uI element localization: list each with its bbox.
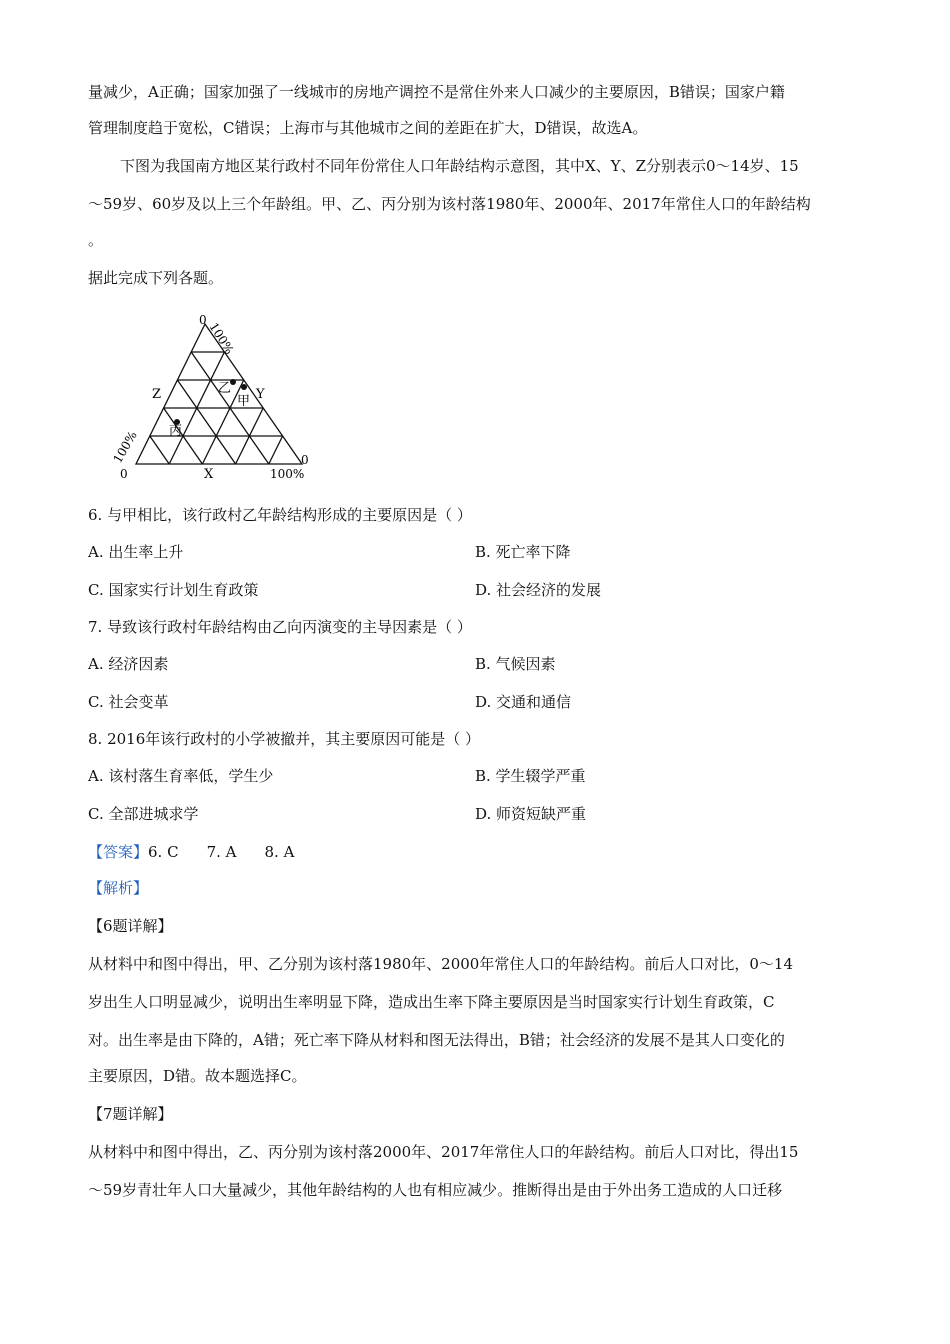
question-7-option-a: A. 经济因素 [88,655,169,673]
question-8-option-c: C. 全部进城求学 [88,805,199,823]
instruction-line: 据此完成下列各题。 [88,269,224,287]
top-hundred-label: 100% [206,320,237,357]
point-jia-label: 甲 [237,394,251,409]
ternary-diagram [100,312,320,488]
question-6-option-a: A. 出生率上升 [88,543,184,561]
axis-z-label: Z [152,387,162,402]
question-6-option-c: C. 国家实行计划生育政策 [88,581,259,599]
intro-line: 。 [88,231,104,249]
top-zero-label: 0 [199,313,207,327]
q6-detail-tag: 【6题详解】 [88,917,173,935]
question-8-stem: 8. 2016年该行政村的小学被撤并，其主要原因可能是（ ） [88,730,481,748]
answer-line [88,842,294,862]
right-zero-label: 0 [301,453,309,467]
question-7-option-d: D. 交通和通信 [475,693,572,711]
question-8-option-a: A. 该村落生育率低，学生少 [88,767,274,785]
q6-detail-line: 岁出生人口明显减少，说明出生率明显下降，造成出生率下降主要原因是当时国家实行计划生育政策，C [88,993,775,1011]
question-7-option-c: C. 社会变革 [88,693,169,711]
question-7-stem: 7. 导致该行政村年龄结构由乙向丙演变的主导因素是（ ） [88,618,472,636]
q7-detail-tag: 【7题详解】 [88,1105,173,1123]
grid-line [150,436,169,464]
question-6-stem: 6. 与甲相比，该行政村乙年龄结构形成的主要原因是（ ） [88,506,472,524]
answer-item: 8. A [264,843,295,861]
point-bing-label: 丙 [169,424,183,439]
question-8-option-b: B. 学生辍学严重 [475,767,586,785]
paragraph-line: 量减少，A正确；国家加强了一线城市的房地产调控不是常住外来人口减少的主要原因，B错误；国家户籍 [88,83,785,101]
q7-detail-line: ～59岁青壮年人口大量减少，其他年龄结构的人也有相应减少。推断得出是由于外出务工造成的人口迁移 [88,1181,783,1199]
q6-detail-line: 对。出生率是由下降的，A错；死亡率下降从材料和图无法得出，B错；社会经济的发展不是其人口变化的 [88,1031,785,1049]
grid-line [269,436,283,464]
intro-line: 下图为我国南方地区某行政村不同年份常住人口年龄结构示意图，其中X、Y、Z分别表示0～14岁、15 [120,157,799,175]
question-8-option-d: D. 师资短缺严重 [475,805,587,823]
q6-detail-line: 主要原因，D错。故本题选择C。 [88,1067,307,1085]
q7-detail-line: 从材料中和图中得出，乙、丙分别为该村落2000年、2017年常住人口的年龄结构。前后人口对比，得出15 [88,1143,799,1161]
q6-detail-line: 从材料中和图中得出，甲、乙分别为该村落1980年、2000年常住人口的年龄结构。前后人口对比，0～14 [88,955,793,973]
paragraph-line: 管理制度趋于宽松，C错误；上海市与其他城市之间的差距在扩大，D错误，故选A。 [88,119,648,137]
answer-item: 6. C [148,843,179,861]
point-jia-dot [241,384,247,390]
answer-item: 7. A [206,843,237,861]
analysis-tag: 【解析】 [88,879,149,897]
answer-tag: 【答案】 [88,843,149,861]
axis-x-label: X [204,467,214,482]
axis-y-label: Y [256,387,265,402]
bottom-left-zero-label: 0 [120,467,128,481]
bottom-right-hundred-label: 100% [270,467,305,481]
left-hundred-label: 100% [110,428,140,466]
question-6-option-b: B. 死亡率下降 [475,543,571,561]
intro-line: ～59岁、60岁及以上三个年龄组。甲、乙、丙分别为该村落1980年、2000年、2017年常住人口的年龄结构 [88,195,811,213]
point-yi-label: 乙 [218,381,232,396]
question-7-option-b: B. 气候因素 [475,655,556,673]
question-6-option-d: D. 社会经济的发展 [475,581,602,599]
